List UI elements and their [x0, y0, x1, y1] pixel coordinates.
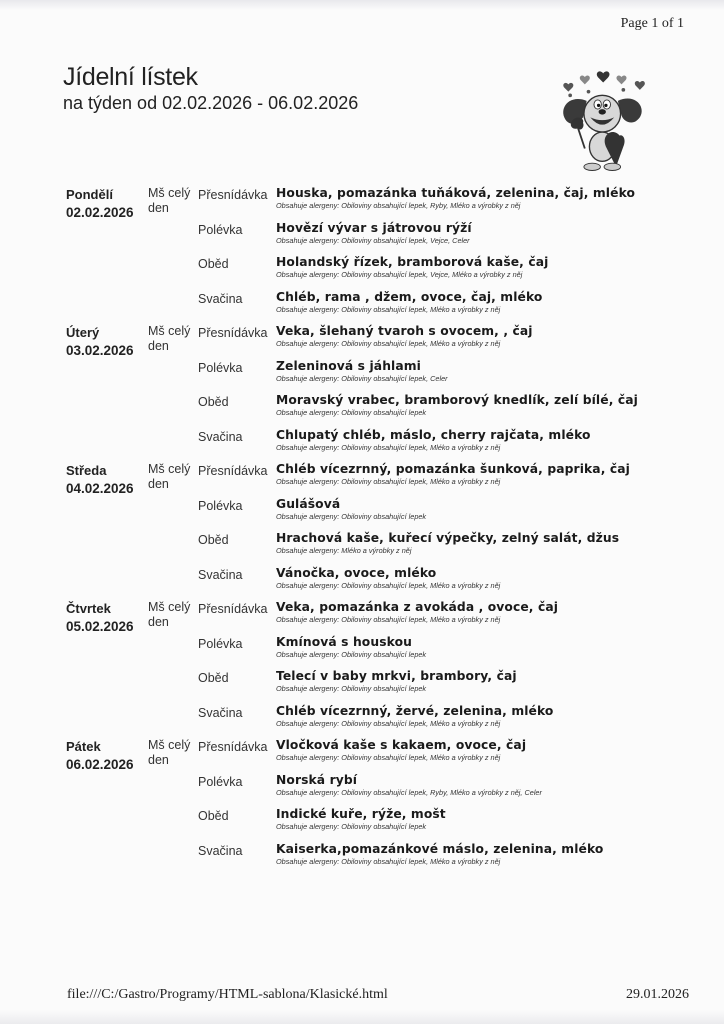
meal-name: Norská rybí: [276, 772, 358, 787]
day-block: [66, 600, 666, 738]
meal-row: [198, 359, 666, 394]
day-block: [66, 462, 666, 600]
allergen-note: Obsahuje alergeny: Obiloviny obsahující lepek, Mléko a výrobky z něj: [276, 615, 501, 624]
meal-type: Polévka: [198, 360, 243, 375]
meal-row: [198, 738, 666, 773]
meal-type: Oběd: [198, 533, 229, 547]
meal-type: Polévka: [198, 498, 243, 513]
meal-list: [198, 186, 666, 324]
day-date: 06.02.2026: [66, 757, 134, 772]
meal-name: Moravský vrabec, bramborový knedlík, zelí bílé, čaj: [276, 393, 638, 407]
day-block: [66, 738, 666, 876]
meal-row: [198, 290, 666, 325]
page-indicator: Page 1 of 1: [620, 16, 684, 31]
allergen-note: Obsahuje alergeny: Obiloviny obsahující lepek, Vejce, Mléko a výrobky z něj: [276, 270, 523, 279]
meal-type: Oběd: [198, 395, 229, 409]
meal-name: Chléb vícezrnný, žervé, zelenina, mléko: [276, 703, 554, 718]
allergen-note: Obsahuje alergeny: Obiloviny obsahující lepek: [276, 511, 427, 521]
day-header: [66, 462, 148, 600]
day-name: Středa: [66, 463, 107, 478]
allergen-note: Obsahuje alergeny: Obiloviny obsahující lepek: [276, 649, 427, 659]
meal-row: [198, 393, 666, 428]
group-label: Mš celý den: [148, 186, 191, 215]
meal-name: Indické kuře, rýže, mošt: [276, 807, 446, 821]
meal-type: Svačina: [198, 429, 243, 444]
meal-row: [198, 221, 666, 256]
meal-type: Svačina: [198, 843, 243, 858]
allergen-note: Obsahuje alergeny: Obiloviny obsahující lepek, Celer: [276, 373, 448, 383]
meal-name: Gulášová: [276, 496, 341, 511]
allergen-note: Obsahuje alergeny: Obiloviny obsahující lepek, Mléko a výrobky z něj: [276, 442, 501, 452]
group-label: Mš celý den: [148, 324, 191, 353]
meal-row: [198, 428, 666, 463]
day-header: [66, 324, 148, 462]
meal-row: [198, 497, 666, 532]
day-name: Čtvrtek: [66, 601, 111, 616]
meal-row: [198, 600, 666, 635]
meal-type: Svačina: [198, 705, 243, 720]
weekly-menu: [66, 186, 666, 876]
group-label: Mš celý den: [148, 600, 191, 629]
meal-type: Svačina: [198, 567, 243, 582]
meal-type: Přesnídávka: [198, 188, 268, 202]
meal-name: Kmínová s houskou: [276, 634, 412, 649]
day-header: [66, 186, 148, 324]
meal-name: Veka, pomazánka z avokáda , ovoce, čaj: [276, 600, 559, 614]
meal-type: Oběd: [198, 257, 229, 271]
group-label: Mš celý den: [148, 462, 191, 491]
allergen-note: Obsahuje alergeny: Mléko a výrobky z něj: [276, 546, 412, 555]
meal-row: [198, 255, 666, 290]
meal-name: Zeleninová s jáhlami: [276, 358, 421, 373]
day-header: [66, 600, 148, 738]
day-date: 05.02.2026: [66, 619, 134, 634]
meal-name: Houska, pomazánka tuňáková, zelenina, čaj, mléko: [276, 186, 636, 200]
allergen-note: Obsahuje alergeny: Obiloviny obsahující lepek, Vejce, Celer: [276, 235, 470, 245]
scan-edge-bottom: [0, 1010, 724, 1024]
meal-type: Oběd: [198, 671, 229, 685]
meal-row: [198, 842, 666, 877]
meal-name: Chlupatý chléb, máslo, cherry rajčata, mléko: [276, 427, 591, 442]
day-name: Úterý: [66, 325, 100, 340]
meal-name: Chléb, rama , džem, ovoce, čaj, mléko: [276, 289, 543, 304]
day-header: [66, 738, 148, 876]
meal-name: Veka, šlehaný tvaroh s ovocem, , čaj: [276, 324, 533, 338]
day-date: 04.02.2026: [66, 481, 134, 496]
allergen-note: Obsahuje alergeny: Obiloviny obsahující lepek, Ryby, Mléko a výrobky z něj, Celer: [276, 787, 542, 797]
meal-row: [198, 566, 666, 601]
day-block: [66, 186, 666, 324]
meal-name: Hovězí vývar s játrovou rýží: [276, 220, 472, 235]
day-date: 02.02.2026: [66, 205, 134, 220]
meal-type: Přesnídávka: [198, 326, 268, 340]
group-label: Mš celý den: [148, 738, 191, 767]
meal-name: Holandský řízek, bramborová kaše, čaj: [276, 255, 549, 269]
meal-name: Telecí v baby mrkvi, brambory, čaj: [276, 669, 517, 683]
meal-type: Svačina: [198, 291, 243, 306]
week-range-subtitle: na týden od 02.02.2026 - 06.02.2026: [63, 93, 359, 113]
meal-name: Kaiserka,pomazánkové máslo, zelenina, mléko: [276, 841, 604, 856]
meal-name: Vánočka, ovoce, mléko: [276, 565, 437, 580]
meal-name: Hrachová kaše, kuřecí výpečky, zelný salát, džus: [276, 531, 620, 545]
meal-list: [198, 324, 666, 462]
allergen-note: Obsahuje alergeny: Obiloviny obsahující lepek, Mléko a výrobky z něj: [276, 339, 501, 348]
meal-row: [198, 531, 666, 566]
footer-print-date: 29.01.2026: [626, 987, 689, 1002]
allergen-note: Obsahuje alergeny: Obiloviny obsahující lepek, Mléko a výrobky z něj: [276, 753, 501, 762]
meal-type: Oběd: [198, 809, 229, 823]
scan-edge-top: [0, 0, 724, 10]
meal-list: [198, 462, 666, 600]
meal-list: [198, 738, 666, 876]
meal-name: Chléb vícezrnný, pomazánka šunková, paprika, čaj: [276, 462, 630, 476]
day-name: Pátek: [66, 739, 101, 754]
page-title: Jídelní lístek: [63, 63, 198, 91]
allergen-note: Obsahuje alergeny: Obiloviny obsahující lepek, Mléko a výrobky z něj: [276, 856, 501, 866]
meal-row: [198, 635, 666, 670]
meal-row: [198, 186, 666, 221]
meal-row: [198, 807, 666, 842]
allergen-note: Obsahuje alergeny: Obiloviny obsahující lepek: [276, 408, 427, 417]
meal-type: Přesnídávka: [198, 464, 268, 478]
allergen-note: Obsahuje alergeny: Obiloviny obsahující lepek, Mléko a výrobky z něj: [276, 718, 501, 728]
meal-row: [198, 704, 666, 739]
meal-type: Polévka: [198, 636, 243, 651]
meal-type: Přesnídávka: [198, 740, 268, 754]
allergen-note: Obsahuje alergeny: Obiloviny obsahující lepek: [276, 684, 427, 693]
day-name: Pondělí: [66, 187, 113, 202]
allergen-note: Obsahuje alergeny: Obiloviny obsahující lepek, Mléko a výrobky z něj: [276, 477, 501, 486]
allergen-note: Obsahuje alergeny: Obiloviny obsahující lepek, Mléko a výrobky z něj: [276, 304, 501, 314]
allergen-note: Obsahuje alergeny: Obiloviny obsahující lepek, Mléko a výrobky z něj: [276, 580, 501, 590]
allergen-note: Obsahuje alergeny: Obiloviny obsahující lepek: [276, 822, 427, 831]
allergen-note: Obsahuje alergeny: Obiloviny obsahující lepek, Ryby, Mléko a výrobky z něj: [276, 201, 521, 210]
cartoon-dog-with-hearts-icon: [550, 66, 660, 176]
day-block: [66, 324, 666, 462]
meal-row: [198, 669, 666, 704]
day-date: 03.02.2026: [66, 343, 134, 358]
meal-type: Přesnídávka: [198, 602, 268, 616]
meal-type: Polévka: [198, 774, 243, 789]
meal-type: Polévka: [198, 222, 243, 237]
footer-file-path: file:///C:/Gastro/Programy/HTML-sablona/Klasické.html: [67, 987, 388, 1002]
meal-row: [198, 324, 666, 359]
meal-name: Vločková kaše s kakaem, ovoce, čaj: [276, 738, 527, 752]
meal-list: [198, 600, 666, 738]
meal-row: [198, 462, 666, 497]
meal-row: [198, 773, 666, 808]
